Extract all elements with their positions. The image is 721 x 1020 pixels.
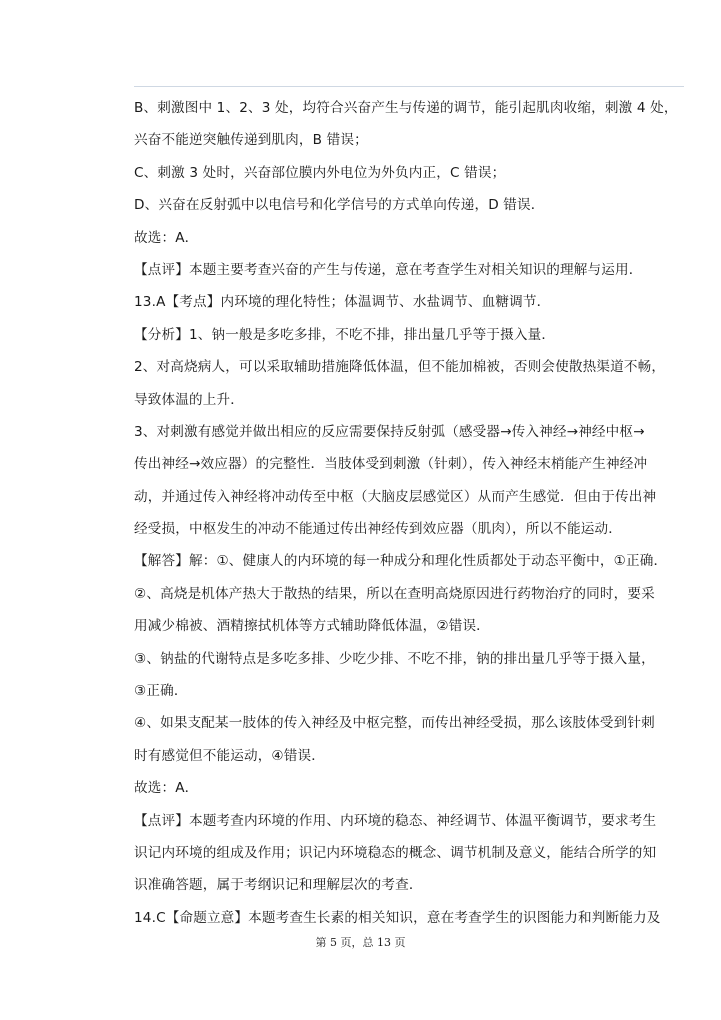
text-line: 3、对刺激有感觉并做出相应的反应需要保持反射弧（感受器→传入神经→神经中枢→ xyxy=(134,423,645,440)
text-line: 13.A【考点】内环境的理化特性；体温调节、水盐调节、血糖调节． xyxy=(134,294,551,311)
text-line: 故选：A． xyxy=(134,229,199,246)
text-line: 【点评】本题主要考查兴奋的产生与传递，意在考查学生对相关知识的理解与运用． xyxy=(134,261,643,278)
text-line: 导致体温的上升． xyxy=(134,391,244,408)
text-line: 识记内环境的组成及作用；识记内环境稳态的概念、调节机制及意义，能结合所学的知 xyxy=(134,844,657,861)
text-line: ③、钠盐的代谢特点是多吃多排、少吃少排、不吃不排，钠的排出量几乎等于摄入量， xyxy=(134,650,655,667)
document-body xyxy=(134,92,686,934)
text-line: 14.C【命题立意】本题考查生长素的相关知识，意在考查学生的识图能力和判断能力及 xyxy=(134,909,661,926)
text-line: 经受损，中枢发生的冲动不能通过传出神经传到效应器（肌肉），所以不能运动． xyxy=(134,521,622,538)
text-line: 【点评】本题考查内环境的作用、内环境的稳态、神经调节、体温平衡调节，要求考生 xyxy=(134,812,657,829)
text-line: ③正确． xyxy=(134,683,188,700)
text-line: 时有感觉但不能运动，④错误． xyxy=(134,747,326,764)
text-line: 兴奋不能逆突触传递到肌肉，B 错误； xyxy=(134,132,368,149)
text-line: ②、高烧是机体产热大于散热的结果，所以在查明高烧原因进行药物治疗的同时，要采 xyxy=(134,585,655,602)
text-line: 【解答】解：①、健康人的内环境的每一种成分和理化性质都处于动态平衡中，①正确． xyxy=(134,553,668,570)
text-line: 【分析】1、钠一般是多吃多排，不吃不排，排出量几乎等于摄入量． xyxy=(134,326,556,343)
text-line: 故选：A． xyxy=(134,780,199,797)
text-line: C、刺激 3 处时，兴奋部位膜内外电位为外负内正，C 错误； xyxy=(134,164,506,181)
header-rule xyxy=(134,86,684,87)
text-line: 用减少棉被、酒精擦拭机体等方式辅助降低体温，②错误． xyxy=(134,618,490,635)
text-line: 2、对高烧病人，可以采取辅助措施降低体温，但不能加棉被，否则会使散热渠道不畅， xyxy=(134,359,666,376)
text-line: ④、如果支配某一肢体的传入神经及中枢完整，而传出神经受损，那么该肢体受到针刺 xyxy=(134,715,655,732)
text-line: 传出神经→效应器）的完整性．当肢体受到刺激（针刺），传入神经末梢能产生神经冲 xyxy=(134,456,648,473)
text-line: 识准确答题，属于考纲识记和理解层次的考查． xyxy=(134,877,423,894)
page-footer: 第 5 页，总 13 页 xyxy=(315,936,406,949)
text-line: 动，并通过传入神经将冲动传至中枢（大脑皮层感觉区）从而产生感觉．但由于传出神 xyxy=(134,488,657,505)
text-line: B、刺激图中 1、2、3 处，均符合兴奋产生与传递的调节，能引起肌肉收缩，刺激 4 处， xyxy=(134,100,678,116)
text-line: D、兴奋在反射弧中以电信号和化学信号的方式单向传递，D 错误． xyxy=(134,197,545,214)
